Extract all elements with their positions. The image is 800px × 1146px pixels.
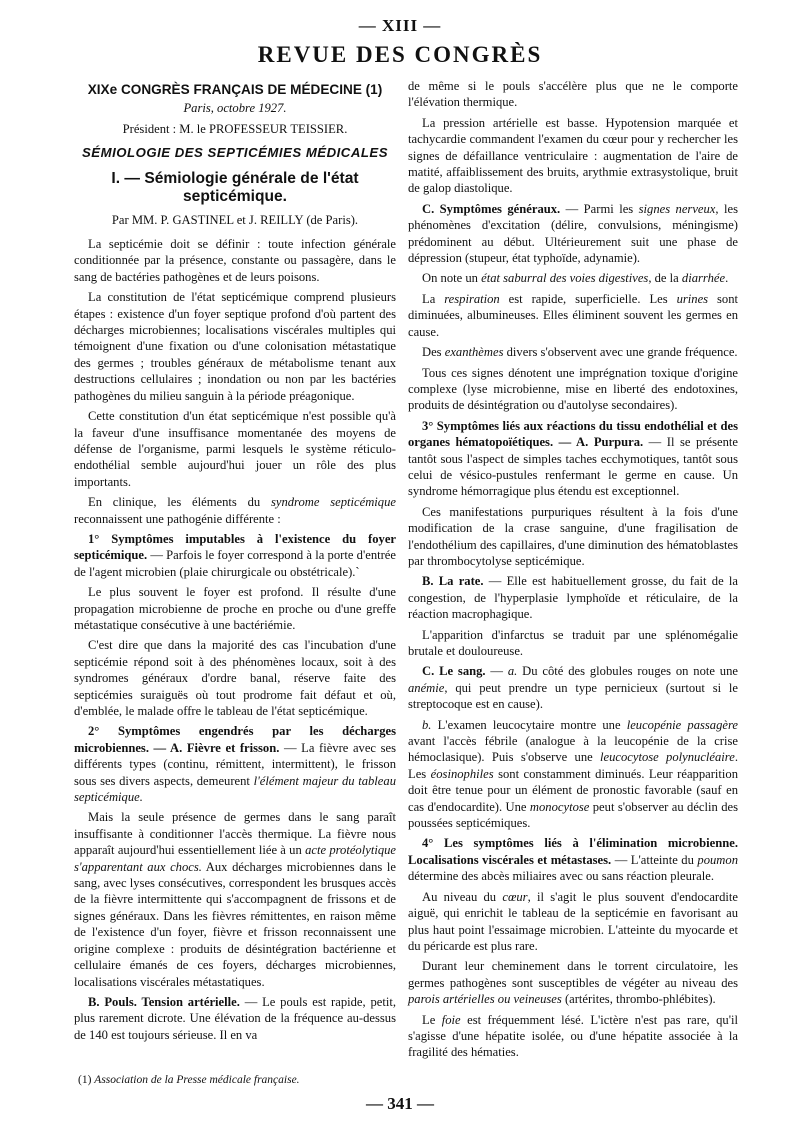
page-header-mark: — XIII — — [358, 16, 442, 35]
paragraph: Cette constitution d'un état septicémique n'est possible qu'à la faveur d'une insuffisance momentanée des moyens de défense de l'organisme, parmi lesquels le système réticulo-endothélial semble aujourd'hui jouer un rôle des plus importants. — [74, 409, 396, 489]
paragraph: 1° Symptômes imputables à l'existence du foyer septicémique. — Parfois le foyer correspond à la porte d'entrée de l'agent microbien (plaie chirurgicale ou obstétricale).` — [74, 531, 396, 579]
paragraph: B. La rate. — Elle est habituellement grosse, du fait de la congestion, de l'hyperplasie lymphoïde et réticulaire, de la réaction macrophagique. — [408, 574, 738, 622]
paragraph: Au niveau du cœur, il s'agit le plus souvent d'endocardite aiguë, qui enrichit le tableau de la septicémie en favorisant au plus haut point l'essaimage microbien. L'atteinte du myocarde et du péricarde est plus rare. — [408, 889, 739, 953]
paragraph: La constitution de l'état septicémique comprend plusieurs étapes : existence d'un foyer septique profond d'où partent des décharges microbiennes; localisations viscérales multiples qui témoignent d'une fixation ou d'une colonisation métastatique des germes ; troubles généraux de métabolisme tenant aux destructions cellulaires ; inondation ou non par les bactéries pathogènes du milieu sanguin à la période préagonique. — [74, 290, 396, 403]
paragraph: La septicémie doit se définir : toute infection générale conditionnée par la présence, constante ou passagère, dans le sang de bactéries pathogènes et de leurs poisons. — [74, 237, 396, 284]
paragraph: B. Pouls. Tension artérielle. — Le pouls est rapide, petit, plus rarement dicrote. Une élévation de la fréquence au-dessus de 140 est toujours sérieuse. Il en va — [74, 994, 396, 1042]
congress-title: XIXe CONGRÈS FRANÇAIS DE MÉDECINE (1) — [87, 82, 383, 97]
paragraph: C. Symptômes généraux. — Parmi les signes nerveux, les phénomènes d'excitation (délire, convulsions, méningisme) prédominent au début. Ultérieurement suit une phase de dépression (stupeur, état typhoïde, adynamie). — [408, 201, 738, 266]
paragraph: b. L'examen leucocytaire montre une leucopénie passagère avant l'accès fébrile (analogue à la leucopénie de la crise hémoclasique). Puis s'observe une leucocytose polynucléaire. Les éosinophiles sont constamment diminués. Leur réapparition doit être tenue pour un élément de pronostic favorable (sauf en cas d'endocardite). Une monocytose peut s'observer au déclin des poussées septicémiques. — [408, 717, 738, 831]
president-line: Président : M. le PROFESSEUR TEISSIER. — [122, 121, 348, 136]
subsection-title: I. — Sémiologie générale de l'état septicémique. — [111, 169, 359, 205]
paragraph: Ces manifestations purpuriques résultent à la fois d'une modification de la crase sanguine, d'une fragilisation de l'endothélium des capillaires, d'une diminution des hématoblastes par thrombocytolyse septicémique. — [408, 504, 738, 568]
right-column — [408, 78, 738, 1065]
paragraph: C'est dire que dans la majorité des cas l'incubation d'une septicémie répond soit à des phénomènes locaux, soit à des syndromes généraux d'ordre banal, réserve faite des septicémies suraiguës où tout prodrome fait défaut et où, d'emblée, le malade offre le tableau de l'état septicémique. — [74, 638, 396, 718]
authors-line: Par MM. P. GASTINEL et J. REILLY (de Paris). — [111, 212, 359, 227]
footnote: (1) Association de la Presse médicale française. — [78, 1074, 300, 1086]
paragraph: En clinique, les éléments du syndrome septicémique reconnaissent une pathogénie différente : — [74, 495, 396, 526]
paragraph: Durant leur cheminement dans le torrent circulatoire, les germes pathogènes sont susceptibles de végéter au niveau des parois artérielles ou veineuses (artérites, thrombo-phlébites). — [408, 959, 738, 1007]
paragraph: Des exanthèmes divers s'observent avec une grande fréquence. — [422, 345, 738, 360]
paragraph: 4° Les symptômes liés à l'élimination microbienne. Localisations viscérales et métastases. — L'atteinte du poumon détermine des abcès miliaires avec ou sans réaction pleurale. — [408, 836, 738, 884]
paragraph: On note un état saburral des voies digestives, de la diarrhée. — [422, 271, 729, 286]
paragraph: C. Le sang. — a. Du côté des globules rouges on note une anémie, qui peut prendre un type pernicieux (surtout si le streptocoque est en cause). — [408, 664, 738, 712]
paragraph: Mais la seule présence de germes dans le sang paraît insuffisante à conditionner l'accès thermique. La fièvre nous apparaît aujourd'hui essentiellement liée à un acte protéolytique s'apparentant aux chocs. Aux décharges microbiennes dans le sang, avec lyses consécutives, correspondent les brusques accès de la fièvre intermittente qui s'accompagnent de frissons et de signes généraux. Dans les fièvres rémittentes, en raison même de l'existence d'un foyer, fièvre et frisson reconnaissent une origine complexe : produits de désintégration bactérienne et cellulaire émanés de ces foyers, décharges microbiennes, localisations viscérales métastatiques. — [74, 810, 396, 989]
paragraph: Le plus souvent le foyer est profond. Il résulte d'une propagation microbienne de proche en proche ou d'une greffe métastatique consécutive à une bactériémie. — [74, 585, 396, 632]
congress-place: Paris, octobre 1927. — [183, 101, 287, 116]
paragraph: 2° Symptômes engendrés par les décharges microbiennes. — A. Fièvre et frisson. — La fièvre avec ses différents types (continu, rémittent, intermittent), le frisson sous ses divers aspects, demeurent l'élément majeur du tableau septicémique. — [74, 724, 396, 805]
paragraph: La respiration est rapide, superficielle. Les urines sont diminuées, albumineuses. Elles éliminent souvent les germes en cause. — [408, 291, 738, 339]
section-title: SÉMIOLOGIE DES SEPTICÉMIES MÉDICALES — [82, 145, 388, 161]
paragraph: 3° Symptômes liés aux réactions du tissu endothélial et des organes hématopoïétiques. — A. Purpura. — Il se présente tantôt sous l'aspect de simples taches ecchymotiques, tantôt sous celui de vésico-pustules renfermant le germe en cause. Un syndrome hémorragique plus étendu est exceptionnel. — [408, 418, 738, 499]
page-number: — 341 — — [366, 1094, 434, 1113]
paragraph: L'apparition d'infarctus se traduit par une splénomégalie brutale et douloureuse. — [408, 627, 738, 658]
paragraph: La pression artérielle est basse. Hypotension marquée et tachycardie commandent l'examen du cœur pour y rechercher les signes de défaillance ventriculaire : augmentation de l'aire de matité, affaiblissement des bruits, arythmie extrasystolique, bruit de galop diastolique. — [408, 115, 738, 196]
paragraph: de même si le pouls s'accélère plus que ne le comporte l'élévation thermique. — [408, 79, 738, 110]
left-column — [74, 78, 396, 1047]
paragraph: Tous ces signes dénotent une imprégnation toxique d'origine complexe (lyse microbienne, mise en liberté des endotoxines, produits de désintégration ou d'autolyse secondaires). — [408, 365, 738, 413]
revue-title: REVUE DES CONGRÈS — [257, 42, 543, 67]
paragraph: Le foie est fréquemment lésé. L'ictère n'est pas rare, qu'il s'agisse d'une hépatite isolée, ou d'une hépatite associée à la fragilité des hématies. — [408, 1012, 738, 1060]
